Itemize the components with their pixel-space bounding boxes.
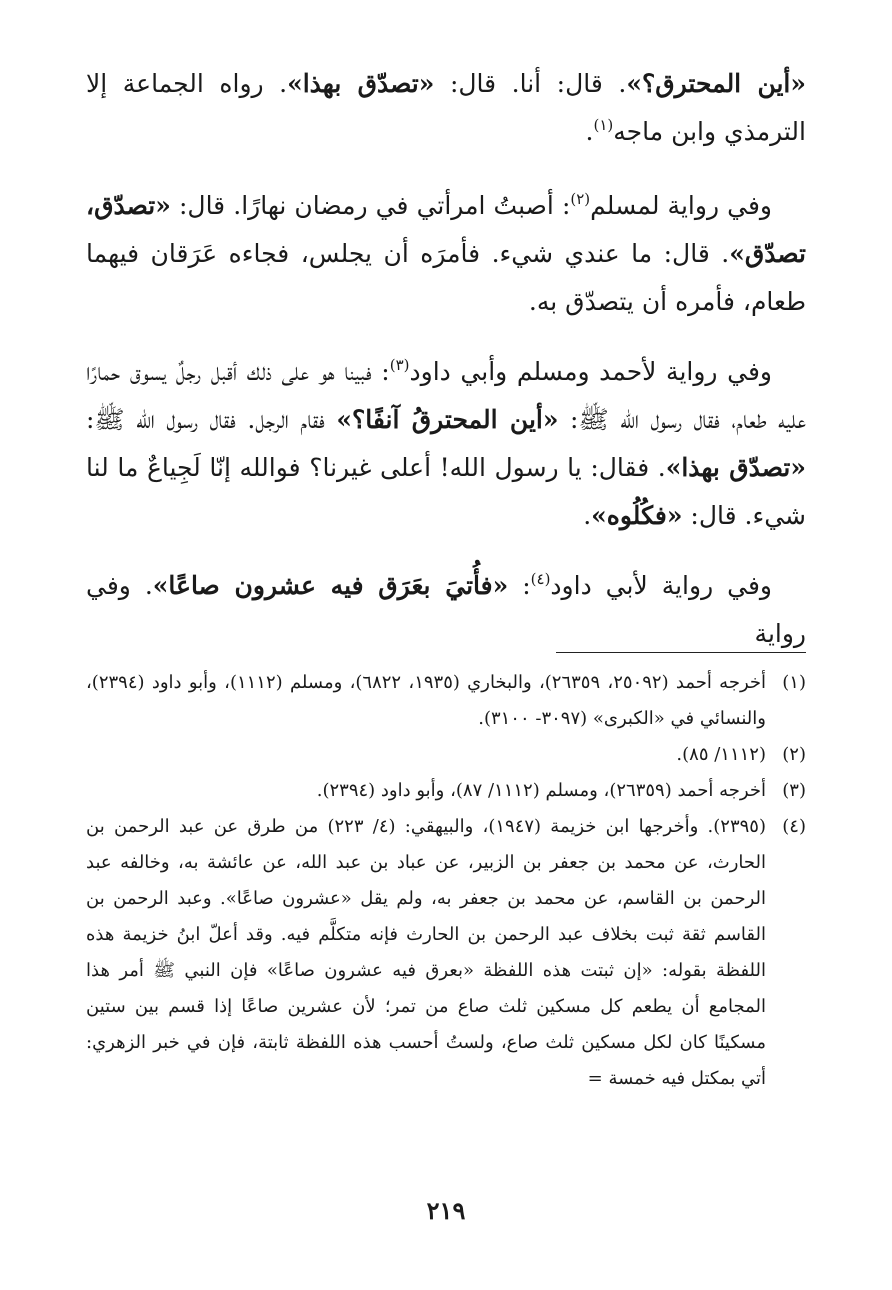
footnote-number: (٢) — [782, 744, 806, 765]
text-run: . — [583, 501, 592, 530]
footnote-number: (٣) — [782, 780, 806, 801]
footnote — [86, 737, 806, 773]
footnote-text: (٢٣٩٥). وأخرجها ابن خزيمة (١٩٤٧)، والبيهقي: (٤/ ٢٢٣) من طرق عن عبد الرحمن بن الحارث، عن محمد بن جعفر بن الزبير، عن عباد بن عبد الله، عن عائشة به، وخالفه عبد الرحمن بن القاسم، عن محمد بن جعفر به، ولم يقل «عشرون صاعًا». وعبد الرحمن بن القاسم ثقة ثبت بخلاف عبد الرحمن بن الحارث فإنه متكلَّم فيه. وقد أعلّ ابنُ خزيمة هذه اللفظة بقوله: «إن ثبتت هذه اللفظة «بعرق فيه عشرون صاعًا» فإن النبي ﷺ أمر هذا المجامع أن يطعم كل مسكين ثلث صاع من تمر؛ لأن عشرين صاعًا إذا قسم بين ستين مسكينًا كان لكل مسكين ثلث صاع، ولستُ أحسب هذه اللفظة ثابتة، فإن في خبر الزهري: أتي بمكتل فيه خمسة = — [86, 816, 766, 1089]
paragraph — [86, 60, 806, 156]
text-run: . قال: ما عندي شيء. فأمرَه أن يجلس، فجاءه عَرَقان فيهما طعام، فأمره أن يتصدّق به. — [86, 239, 806, 316]
text-run: : أصبتُ امرأتي في رمضان نهارًا. قال: — [170, 191, 571, 220]
paragraph — [86, 182, 806, 326]
text-run: . — [585, 117, 594, 146]
text-run: : — [508, 571, 531, 600]
text-run: . وفي رواية — [86, 571, 806, 648]
paragraph — [86, 348, 806, 540]
hadith-quote: «تصدّق بهذا» — [665, 453, 806, 482]
text-run: . فقال: يا رسول الله! أعلى غيرنا؟ فوالله إنّا لَجِياعٌ ما لنا شيء. قال: — [86, 453, 806, 530]
hadith-quote: «تصدّق بهذا» — [287, 69, 435, 98]
footnote-ref[interactable]: (٤) — [530, 570, 551, 588]
footnotes — [86, 665, 806, 1097]
text-run: وفي رواية لأحمد ومسلم وأبي داود — [409, 357, 772, 386]
footnote-ref[interactable]: (٢) — [570, 190, 591, 208]
hadith-quote: «أين المحترق؟» — [626, 69, 806, 98]
text-run: : فبينا هو على ذلك أقبل رجلٌ يسوق حمارًا عليه طعام، فقال رسول الله ﷺ: — [86, 357, 807, 434]
footnote-text: أخرجه أحمد (٢٦٣٥٩)، ومسلم (١١١٢/ ٨٧)، وأبو داود (٢٣٩٤). — [316, 780, 766, 801]
text-run: . قال: أنا. قال: — [434, 69, 627, 98]
hadith-quote: «تصدّق، تصدّق» — [86, 191, 806, 268]
paragraph — [86, 562, 806, 658]
footnote-number: (١) — [782, 672, 806, 693]
footnote-divider — [556, 652, 806, 653]
footnote — [86, 809, 806, 1097]
footnote-ref[interactable]: (٣) — [389, 356, 410, 374]
footnote-ref[interactable]: (١) — [593, 116, 614, 134]
footnote — [86, 773, 806, 809]
text-run: فقام الرجل. فقال رسول الله ﷺ: — [86, 405, 337, 434]
footnote — [86, 665, 806, 737]
footnote-text: أخرجه أحمد (٢٥٠٩٢، ٢٦٣٥٩)، والبخاري (١٩٣٥، ٦٨٢٢)، ومسلم (١١١٢)، وأبو داود (٢٣٩٤)، والنسائي في «الكبرى» (٣٠٩٧- ٣١٠٠). — [86, 672, 767, 729]
hadith-quote: «أين المحترقُ آنفًا؟» — [336, 405, 559, 434]
page-number: ٢١٩ — [426, 1196, 466, 1225]
hadith-quote: «فكُلُوه» — [591, 501, 683, 530]
footnote-text: (١١١٢/ ٨٥). — [676, 744, 766, 765]
footnote-number: (٤) — [782, 816, 806, 837]
text-run: وفي رواية لمسلم — [590, 191, 772, 220]
hadith-quote: «فأُتيَ بعَرَق فيه عشرون صاعًا» — [152, 571, 509, 600]
main-text — [86, 60, 806, 680]
text-run: وفي رواية لأبي داود — [550, 571, 772, 600]
text-run: . رواه الجماعة إلا الترمذي وابن ماجه — [86, 69, 806, 146]
